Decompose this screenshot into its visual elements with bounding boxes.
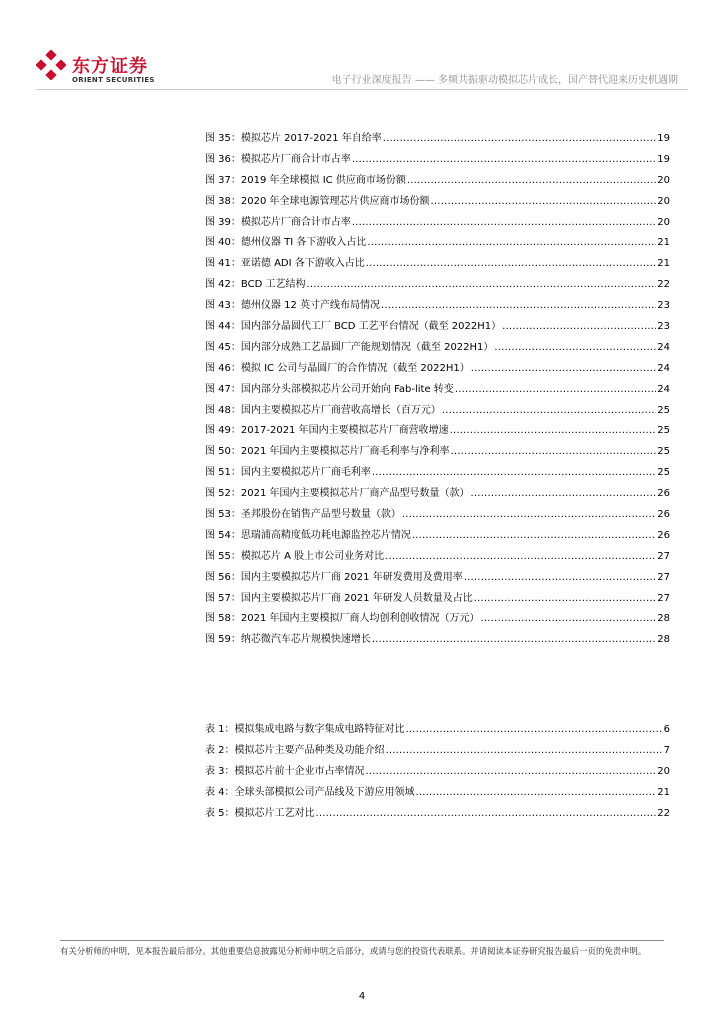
dot-leader [381,296,656,317]
entry-label: 图 36： [205,153,241,165]
entry-label: 图 42： [205,279,241,291]
figure-entry[interactable] [205,630,670,651]
table-list [205,720,670,824]
entry-title[interactable]: 国内部分头部模拟芯片公司开始向 Fab-lite 转变 [240,383,454,395]
entry-page-number[interactable]: 25 [657,467,670,479]
figure-entry[interactable] [205,547,670,568]
entry-title[interactable]: 圣邦股份在销售产品型号数量（款） [240,509,401,521]
report-title: 电子行业深度报告 —— 多频共振驱动模拟芯片成长，国产替代迎来历史机遇期 [331,75,678,86]
disclaimer-text: 有关分析师的申明，见本报告最后部分。其他重要信息披露见分析师申明之后部分，或请与您的投资代表联系。并请阅读本证券研究报告最后一页的免责申明。 [60,946,647,956]
dot-leader [455,380,656,401]
entry-title[interactable]: 模拟芯片 A 股上市公司业务对比 [240,550,385,562]
entry-page-number[interactable]: 23 [657,300,670,312]
entry-page-number[interactable]: 27 [657,571,670,583]
figure-entry[interactable] [205,380,670,401]
figure-entry[interactable] [205,192,670,213]
entry-page-number[interactable]: 25 [657,425,670,437]
entry-label: 表 5： [205,807,235,819]
entry-page-number[interactable]: 27 [657,592,670,604]
dot-leader [450,421,657,442]
dot-leader [464,568,657,589]
dot-leader [442,401,656,422]
entry-label: 图 49： [205,425,241,437]
entry-label: 图 46： [205,362,241,374]
dot-leader [367,233,656,254]
entry-label: 图 57： [205,592,241,604]
figure-entry[interactable] [205,296,670,317]
figure-entry[interactable] [205,568,670,589]
entry-title[interactable]: 国内主要模拟芯片厂商毛利率 [240,467,371,479]
dot-leader [352,150,656,171]
entry-title[interactable]: 模拟集成电路与数字集成电路特征对比 [234,724,405,735]
dot-leader [471,359,657,380]
figure-entry[interactable] [205,401,670,422]
entry-title[interactable]: 模拟芯片主要产品种类及功能介绍 [234,744,385,756]
dot-leader [406,720,663,741]
dot-leader [316,804,657,825]
entry-title[interactable]: 亚诺德 ADI 各下游收入占比 [240,258,365,270]
dot-leader [402,505,656,526]
dot-leader [471,484,657,505]
entry-label: 表 2： [205,744,235,756]
entry-title[interactable]: 2017-2021 年国内主要模拟芯片厂商营收增速 [240,425,449,437]
entry-title[interactable]: 模拟芯片厂商合计市占率 [240,216,351,228]
dot-leader [352,213,656,234]
figure-entry[interactable] [205,484,670,505]
dot-leader [474,589,657,610]
entry-label: 图 37： [205,174,241,186]
dot-leader [494,338,656,359]
entry-title[interactable]: 模拟 IC 公司与晶圆厂的合作情况（截至 2022H1） [240,362,470,374]
entry-page-number[interactable]: 27 [657,550,670,562]
dot-leader [372,630,656,651]
figure-list [205,129,670,651]
dot-leader [431,192,657,213]
entry-label: 图 58： [205,613,241,625]
entry-title[interactable]: 2021 年国内主要模拟芯片厂商毛利率与净利率 [240,446,450,458]
figure-entry[interactable] [205,421,670,442]
header-divider [36,89,688,90]
figure-entry[interactable] [205,338,670,359]
entry-label: 图 56： [205,571,241,583]
entry-page-number[interactable]: 26 [657,509,670,521]
entry-label: 图 40： [205,237,241,249]
figure-entry[interactable] [205,275,670,296]
entry-page-number[interactable]: 21 [657,258,670,270]
entry-page-number[interactable]: 24 [657,362,670,374]
table-entry[interactable] [205,783,670,804]
entry-label: 图 47： [205,383,241,395]
entry-title[interactable]: 德州仪器 12 英寸产线布局情况 [240,300,380,312]
entry-page-number[interactable]: 23 [657,321,670,333]
entry-label: 图 45： [205,341,241,353]
entry-label: 图 38： [205,195,241,207]
dot-leader [481,609,657,630]
company-logo [36,46,156,86]
entry-label: 图 44： [205,321,241,333]
dot-leader [385,547,656,568]
logo-english-name: ORIENT SECURITIES [72,76,155,84]
entry-page-number[interactable]: 20 [657,195,670,207]
table-entry[interactable] [205,741,670,762]
entry-page-number[interactable]: 20 [657,174,670,186]
entry-page-number[interactable]: 20 [657,765,670,777]
entry-label: 图 50： [205,446,241,458]
entry-page-number[interactable]: 26 [657,529,670,541]
entry-label: 图 41： [205,258,241,270]
figure-entry[interactable] [205,254,670,275]
table-entry[interactable] [205,762,670,783]
entry-label: 图 54： [205,529,241,541]
entry-label: 图 35： [205,133,241,144]
dot-leader [383,129,656,150]
dot-leader [366,254,657,275]
entry-title[interactable]: 2020 年全球电源管理芯片供应商市场份额 [240,195,430,207]
entry-title[interactable]: 德州仪器 TI 各下游收入占比 [240,237,367,249]
entry-label: 图 39： [205,216,241,228]
dot-leader [386,741,663,762]
entry-title[interactable]: 纳芯微汽车芯片规模快速增长 [240,634,371,646]
figure-entry[interactable] [205,171,670,192]
entry-label: 表 4： [205,786,235,798]
entry-label: 表 1： [205,724,235,735]
entry-page-number[interactable]: 20 [657,216,670,228]
entry-label: 表 3： [205,765,235,777]
entry-page-number[interactable]: 21 [657,786,670,798]
figure-entry[interactable] [205,589,670,610]
entry-page-number[interactable]: 22 [657,279,670,291]
figure-entry[interactable] [205,317,670,338]
table-entry[interactable] [205,804,670,825]
entry-title[interactable]: 国内主要模拟芯片厂商营收高增长（百万元） [240,404,441,416]
orient-securities-logo-icon [36,50,66,80]
entry-title[interactable]: 模拟芯片工艺对比 [234,807,315,819]
dot-leader [372,463,656,484]
entry-page-number[interactable]: 28 [657,613,670,625]
entry-page-number[interactable]: 28 [657,634,670,646]
figure-entry[interactable] [205,359,670,380]
figure-entry[interactable] [205,526,670,547]
dot-leader [306,275,656,296]
entry-page-number[interactable]: 26 [657,488,670,500]
entry-title[interactable]: 2021 年国内主要模拟厂商人均创利创收情况（万元） [240,613,480,625]
page-number: 4 [358,991,366,1002]
figure-entry[interactable] [205,233,670,254]
entry-title[interactable]: 模拟芯片厂商合计市占率 [240,153,351,165]
entry-title[interactable]: 2019 年全球模拟 IC 供应商市场份额 [240,174,406,186]
dot-leader [407,171,656,192]
entry-title[interactable]: 2021 年国内主要模拟芯片厂商产品型号数量（款） [240,488,470,500]
entry-page-number[interactable]: 6 [663,724,670,735]
figure-entry[interactable] [205,609,670,630]
entry-page-number[interactable]: 25 [657,404,670,416]
figure-entry[interactable] [205,213,670,234]
entry-title[interactable]: 国内主要模拟芯片厂商 2021 年研发人员数量及占比 [240,592,473,604]
figure-entry[interactable] [205,505,670,526]
entry-title[interactable]: 全球头部模拟公司产品线及下游应用领域 [234,786,415,798]
entry-title[interactable]: 思瑞浦高精度低功耗电源监控芯片情况 [240,529,411,541]
figure-entry[interactable] [205,463,670,484]
entry-page-number[interactable]: 24 [657,383,670,395]
entry-title[interactable]: 模拟芯片 2017-2021 年自给率 [240,133,382,144]
entry-label: 图 43： [205,300,241,312]
dot-leader [416,783,657,804]
entry-label: 图 55： [205,550,241,562]
dot-leader [502,317,656,338]
entry-page-number[interactable]: 25 [657,446,670,458]
figure-entry[interactable] [205,150,670,171]
footer-divider [60,940,664,941]
entry-title[interactable]: 国内主要模拟芯片厂商 2021 年研发费用及费用率 [240,571,463,583]
dot-leader [412,526,656,547]
figure-entry[interactable] [205,442,670,463]
entry-label: 图 48： [205,404,241,416]
logo-chinese-name: 东方证券 [72,56,148,77]
entry-page-number[interactable]: 22 [657,807,670,819]
entry-label: 图 59： [205,634,241,646]
figure-entry[interactable] [205,129,670,150]
dot-leader [451,442,657,463]
entry-label: 图 52： [205,488,241,500]
entry-page-number[interactable]: 7 [663,744,670,756]
table-entry[interactable] [205,720,670,741]
entry-label: 图 53： [205,509,241,521]
entry-page-number[interactable]: 24 [657,341,670,353]
dot-leader [366,762,657,783]
entry-page-number[interactable]: 19 [657,153,670,165]
entry-page-number[interactable]: 19 [657,133,670,144]
entry-title[interactable]: BCD 工艺结构 [240,279,306,291]
entry-title[interactable]: 国内部分晶圆代工厂 BCD 工艺平台情况（截至 2022H1） [240,321,502,333]
entry-page-number[interactable]: 21 [657,237,670,249]
entry-title[interactable]: 模拟芯片前十企业市占率情况 [234,765,365,777]
entry-label: 图 51： [205,467,241,479]
entry-title[interactable]: 国内部分成熟工艺晶圆厂产能规划情况（截至 2022H1） [240,341,494,353]
